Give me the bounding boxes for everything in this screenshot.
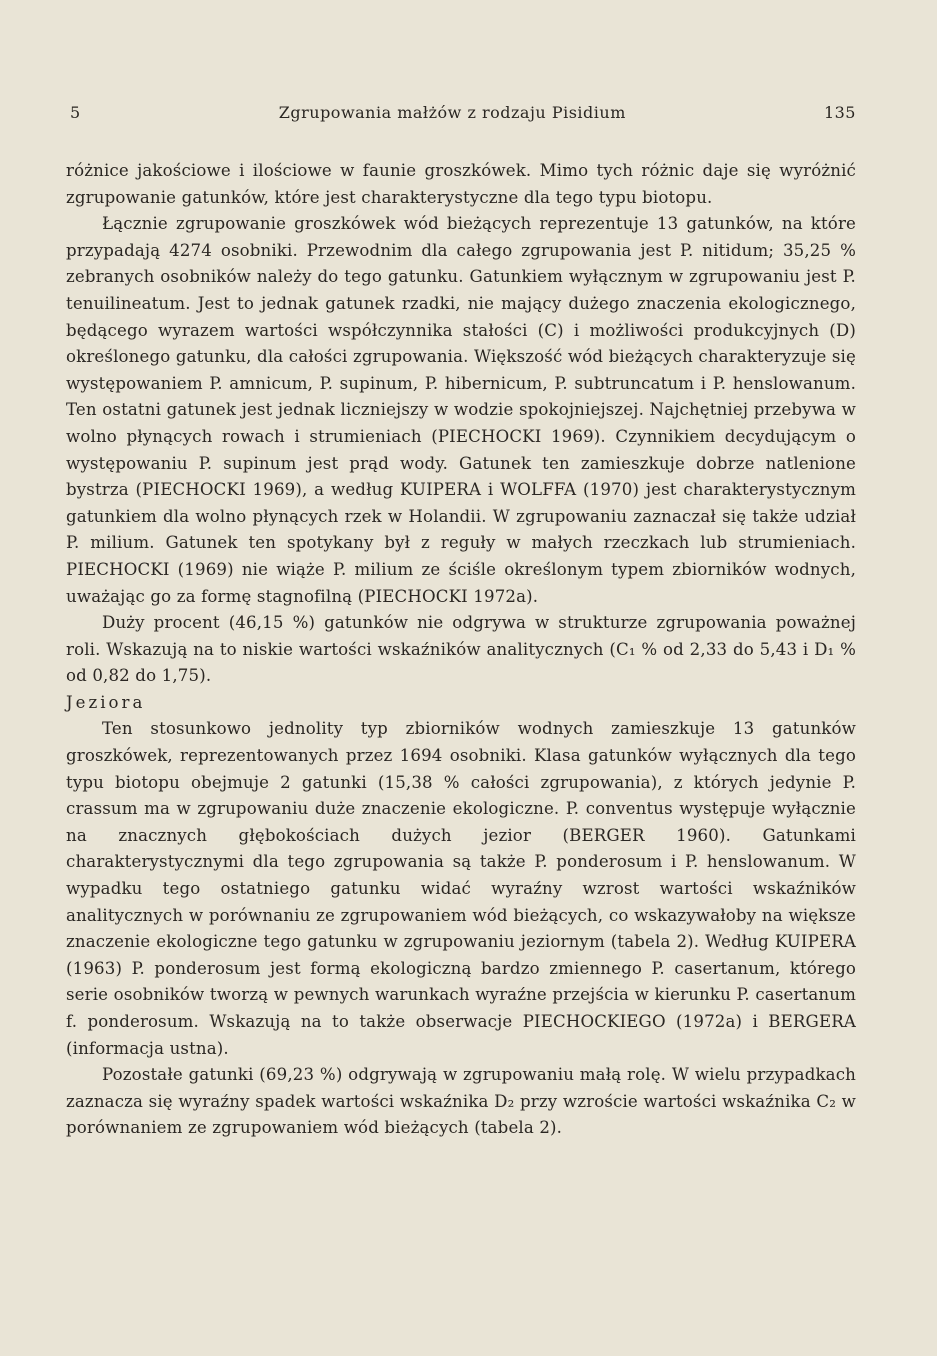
- page-number: 135: [823, 103, 856, 122]
- running-title: Zgrupowania małżów z rodzaju Pisidium: [278, 103, 626, 122]
- chapter-number: 5: [70, 103, 81, 122]
- paragraph-remaining-species: Pozostałe gatunki (69,23 %) odgrywają w zgrupowaniu małą rolę. W wielu przypadkach zaznacza się wyraźny spadek wartości wskaźnika D₂ przy wzroście wartości wskaźnika C₂ w porównaniem ze zgrupowaniem wód bieżących (tabela 2).: [66, 1065, 856, 1138]
- running-head: [70, 103, 856, 122]
- paragraph-secondary-species: Duży procent (46,15 %) gatunków nie odgrywa w strukturze zgrupowania poważnej roli. Wskazują na to niskie wartości wskaźników analitycznych (C₁ % od 2,33 do 5,43 i D₁ % od 0,82 do 1,75).: [66, 613, 856, 686]
- section-heading-lakes: Jeziora: [66, 692, 146, 712]
- body-text: [66, 158, 856, 1142]
- paragraph-running-waters: Łącznie zgrupowanie groszkówek wód bieżących reprezentuje 13 gatunków, na które przypadają 4274 osobniki. Przewodnim dla całego zgrupowania jest P. nitidum; 35,25 % zebranych osobników należy do tego gatunku. Gatunkiem wyłącznym w zgrupowaniu jest P. tenuilineatum. Jest to jednak gatunek rzadki, nie mający dużego znaczenia ekologicznego, będącego wyrazem wartości współczynnika stałości (C) i możliwości produkcyjnych (D) określonego gatunku, dla całości zgrupowania. Większość wód bieżących charakteryzuje się występowaniem P. amnicum, P. supinum, P. hibernicum, P. subtruncatum i P. henslowanum. Ten ostatni gatunek jest jednak liczniejszy w wodzie spokojniejszej. Najchętniej przebywa w wolno płynących rowach i strumieniach (PIECHOCKI 1969). Czynnikiem decydującym o występowaniu P. supinum jest prąd wody. Gatunek ten zamieszkuje dobrze natlenione bystrza (PIECHOCKI 1969), a według KUIPERA i WOLFFA (1970) jest charakterystycznym gatunkiem dla wolno płynących rzek w Holandii. W zgrupowaniu zaznaczał się także udział P. milium. Gatunek ten spotykany był z reguły w małych rzeczkach lub strumieniach. PIECHOCKI (1969) nie wiąże P. milium ze ściśle określonym typem zbiorników wodnych, uważając go za formę stagnofilną (PIECHOCKI 1972a).: [66, 214, 856, 606]
- paragraph-intro: różnice jakościowe i ilościowe w faunie groszkówek. Mimo tych różnic daje się wyróżnić zgrupowanie gatunków, które jest charakterystyczne dla tego typu biotopu.: [66, 161, 856, 207]
- paragraph-lakes: Ten stosunkowo jednolity typ zbiorników wodnych zamieszkuje 13 gatunków groszkówek, reprezentowanych przez 1694 osobniki. Klasa gatunków wyłącznych dla tego typu biotopu obejmuje 2 gatunki (15,38 % całości zgrupowania), z których jedynie P. crassum ma w zgrupowaniu duże znaczenie ekologiczne. P. conventus występuje wyłącznie na znacznych głębokościach dużych jezior (BERGER 1960). Gatunkami charakterystycznymi dla tego zgrupowania są także P. ponderosum i P. henslowanum. W wypadku tego ostatniego gatunku widać wyraźny wzrost wartości wskaźników analitycznych w porównaniu ze zgrupowaniem wód bieżących, co wskazywałoby na większe znaczenie ekologiczne tego gatunku w zgrupowaniu jeziornym (tabela 2). Według KUIPERA (1963) P. ponderosum jest formą ekologiczną bardzo zmiennego P. casertanum, którego serie osobników tworzą w pewnych warunkach wyraźne przejścia w kierunku P. casertanum f. ponderosum. Wskazują na to także obserwacje PIECHOCKIEGO (1972a) i BERGERA (informacja ustna).: [66, 719, 856, 1058]
